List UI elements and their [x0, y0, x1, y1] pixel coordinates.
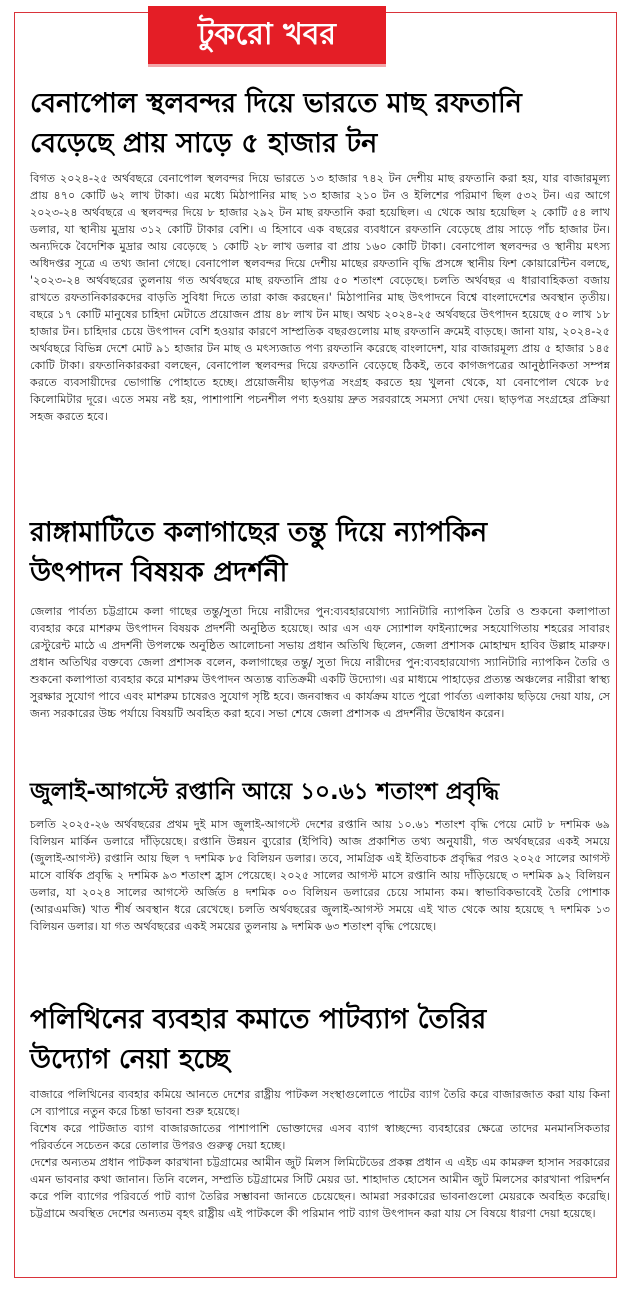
section-banner: টুকরো খবর [148, 6, 386, 67]
article-headline [30, 1000, 610, 1080]
article-paragraph: বাজারে পলিথিনের ব্যবহার কমিয়ে আনতে দেশের রাষ্ট্রীয় পাটকল সংস্থাগুলোতে পাটের ব্যাগ তৈরি করে বাজারজাত করা যায় কিনা সে ব্যাপারে নতুন করে চিন্তা ভাবনা শুরু হয়েছে। [30, 1088, 610, 1118]
article-export-growth [30, 772, 610, 935]
article-body: চলতি ২০২৫-২৬ অর্থবছরের প্রথম দুই মাস জুলাই-আগস্টে দেশের রপ্তানি আয় ১০.৬১ শতাংশ বৃদ্ধি পেয়ে মোট ৮ দশমিক ৬৯ বিলিয়ন মার্কিন ডলারে দাঁড়িয়েছে। রপ্তানি উন্নয়ন ব্যুরোর (ইপিবি) আজ প্রকাশিত তথ্য অনুযায়ী, গত অর্থবছরের একই সময়ে (জুলাই-আগস্ট) রপ্তানি আয় ছিল ৭ দশমিক ৮৫ বিলিয়ন ডলার। তবে, সামগ্রিক এই ইতিবাচক প্রবৃদ্ধির পরও ২০২৫ সালের আগস্ট মাসে বার্ষিক প্রবৃদ্ধি ২ দশমিক ৯৩ শতাংশ হ্রাস পেয়েছে। ২০২৫ সালের আগস্ট মাসে রপ্তানি আয় দাঁড়িয়েছে ৩ দশমিক ৯২ বিলিয়ন ডলার, যা ২০২৪ সালের আগস্টে অর্জিত ৪ দশমিক ০৩ বিলিয়ন ডলারের চেয়ে সামান্য কম। স্বাভাবিকভাবেই তৈরি পোশাক (আরএমজি) খাত শীর্ষ অবস্থান ধরে রেখেছে। চলতি অর্থবছরের জুলাই-আগস্ট সময়ে এই খাত থেকে আয় হয়েছে ৭ দশমিক ১৩ বিলিয়ন ডলার। যা গত অর্থবছরের একই সময়ের তুলনায় ৯ দশমিক ৬৩ শতাংশ বৃদ্ধি পেয়েছে। [30, 818, 610, 933]
article-body: বিগত ২০২৪-২৫ অর্থবছরে বেনাপোল স্থলবন্দর দিয়ে ভারতে ১৩ হাজার ৭৪২ টন দেশীয় মাছ রফতানি করা হয়, যার বাজারমূল্য প্রায় ৪৭০ কোটি ৬২ লাখ টাকা। এর মধ্যে মিঠাপানির মাছ ১৩ হাজার ২১০ টন ও ইলিশের পরিমাণ ছিল ৫৩২ টন। এর আগে ২০২৩-২৪ অর্থবছরে এ স্থলবন্দর দিয়ে ৮ হাজার ২৯২ টন মাছ রফতানি করা হয়েছিল। এ থেকে আয় হয়েছিল ২ কোটি ৫৪ লাখ ডলার, যা স্থানীয় মুদ্রায় ৩১২ কোটি টাকার বেশি। এ হিসাবে এক বছরের ব্যবধানে রফতানি বেড়েছে প্রায় সাড়ে পাঁচ হাজার টন। অন্যদিকে বৈদেশিক মুদ্রার আয় বেড়েছে ১ কোটি ২৮ লাখ ডলার বা প্রায় ১৬০ কোটি টাকা। বেনাপোল স্থলবন্দর ও স্থানীয় মৎস্য অধিদপ্তর সূত্রে এ তথ্য জানা গেছে। বেনাপোল স্থলবন্দর দিয়ে দেশীয় মাছের রফতানি বৃদ্ধি প্রসঙ্গে স্থানীয় ফিশ কোয়ারেন্টিন বলছে, '২০২৩-২৪ অর্থবছরের তুলনায় গত অর্থবছরে মাছ রফতানি প্রায় ৫০ শতাংশ বেড়েছে। চলতি অর্থবছর এ ধারাবাহিকতা বজায় রাখতে রফতানিকারকদের বাড়তি সুবিধা দিতে তারা কাজ করছেন।' মিঠাপানির মাছ উৎপাদনে বিশ্বে বাংলাদেশের অবস্থান তৃতীয়। বছরে ১৭ কোটি মানুষের চাহিদা মেটাতে প্রয়োজন প্রায় ৪৮ লাখ টন মাছ। অথচ ২০২৪-২৫ অর্থবছরে উৎপাদন হয়েছে ৫০ লাখ ১৮ হাজার টন। চাহিদার চেয়ে উৎপাদন বেশি হওয়ার কারণে সাম্প্রতিক বছরগুলোয় মাছ রফতানি ক্রমেই বাড়ছে। জানা যায়, ২০২৪-২৫ অর্থবছরে বিভিন্ন দেশে মোট ৯১ হাজার টন মাছ ও মৎস্যজাত পণ্য রফতানি করেছে বাংলাদেশ, যার বাজারমূল্য প্রায় ৫ হাজার ১৪৫ কোটি টাকা। রফতানিকারকরা বলছেন, বেনাপোল স্থলবন্দর দিয়ে রফতানি বেড়েছে ঠিকই, তবে কাগজপত্রের আনুষ্ঠানিকতা সম্পন্ন করতে ব্যবসায়ীদের ভোগান্তি পোহাতে হচ্ছে। প্রয়োজনীয় ছাড়পত্র সংগ্রহ করতে হয় খুলনা থেকে, যা বেনাপোল থেকে ৮৫ কিলোমিটার দূরে। এতে সময় নষ্ট হয়, পাশাপাশি পচনশীল পণ্য হওয়ায় দ্রুত সরবরাহে সমস্যা দেখা দেয়। ছাড়পত্র সংগ্রহের প্রক্রিয়া সহজ করতে হবে। [30, 172, 610, 423]
headline-line: বেড়েছে প্রায় সাড়ে ৫ হাজার টন [30, 128, 378, 159]
headline-line: উদ্যোগ নেয়া হচ্ছে [30, 1044, 230, 1075]
headline-line: পলিথিনের ব্যবহার কমাতে পাটব্যাগ তৈরির [30, 1004, 487, 1035]
headline-line: বেনাপোল স্থলবন্দর দিয়ে ভারতে মাছ রফতানি [30, 88, 522, 119]
headline-line: উৎপাদন বিষয়ক প্রদর্শনী [30, 557, 288, 588]
headline-line: জুলাই-আগস্টে রপ্তানি আয়ে ১০.৬১ শতাংশ প্রবৃদ্ধি [30, 779, 500, 805]
article-paragraph: বিশেষ করে পাটজাত ব্যাগ বাজারজাতের পাশাপাশি ভোক্তাদের এসব ব্যাগ স্বাচ্ছন্দ্যে ব্যবহারের ক্ষেত্রে তাদের মনমানসিকতার পরিবর্তনে সচেতন করে তোলার উপরও গুরুত্ব দেয়া হচ্ছে। [30, 1122, 610, 1152]
article-jute-bag [30, 1000, 610, 1222]
article-headline [30, 513, 610, 593]
article-headline [30, 84, 610, 164]
article-napkin-exhibition [30, 513, 610, 722]
article-paragraph: দেশের অন্যতম প্রধান পাটকল কারখানা চট্টগ্রামের আমীন জুট মিলস লিমিটেডের প্রকল্প প্রধান এ এইচ এম কামরুল হাসান সরকারের এমন ভাবনার কথা জানান। তিনি বলেন, সম্প্রতি চট্টগ্রামের সিটি মেয়র ডা. শাহাদাত হোসেন আমীন জুট মিলসের কারখানা পরিদর্শন করে পলি ব্যাগের পরিবর্তে পাট ব্যাগ তৈরির সম্ভাবনা জানতে চেয়েছেন। আমরা সরকারের ভাবনাগুলো মেয়রকে অবহিত করেছি। চট্টগ্রামে অবস্থিত দেশের অন্যতম বৃহৎ রাষ্ট্রীয় এই পাটকলে কী পরিমান পাট ব্যাগ উৎপাদন করা যায় সে বিষয়ে ধারণা দেয়া হয়েছে। [30, 1156, 610, 1220]
headline-line: রাঙ্গামাটিতে কলাগাছের তন্তু দিয়ে ন্যাপকিন [30, 517, 488, 548]
article-fish-export [30, 84, 610, 425]
article-headline [30, 772, 610, 812]
article-body: জেলার পার্বত্য চট্টগ্রামে কলা গাছের তন্তু/সুতা দিয়ে নারীদের পুন:ব্যবহারযোগ্য স্যানিটারি ন্যাপকিন তৈরি ও শুকনো কলাপাতা ব্যবহার করে মাশরুম উৎপাদন বিষয়ক প্রদর্শনী অনুষ্ঠিত হয়েছে। আর এস এফ স্যোশাল ফাইন্যান্সের সহযোগিতায় শহরের সাবারং রেস্টুরেন্ট মাঠে এ প্রদর্শনী উপলক্ষে অনুষ্ঠিত আলোচনা সভায় প্রধান অতিথি ছিলেন, জেলা প্রশাসক মোহাম্মদ হাবিব উল্লাহ মারুফ। প্রধান অতিথির বক্তব্যে জেলা প্রশাসক বলেন, কলাগাছের তন্তু/ সুতা দিয়ে নারীদের পুন:ব্যবহারযোগ্য স্যানিটারি ন্যাপকিন তৈরি ও শুকনো কলাপাতা ব্যবহার করে মাশরুম উৎপাদন অত্যন্ত ব্যতিক্রমী একটি উদ্যোগ। এর মাধ্যমে পাহাড়ের প্রত্যন্ত অঞ্চলের নারীরা স্বাস্থ্য সুরক্ষার সুযোগ পাবে এবং মাশরুম চাষেরও সুযোগ সৃষ্টি হবে। জনবান্ধব এ কার্যক্রম যাতে পুরো পার্বত্য এলাকায় ছড়িয়ে দেয়া যায়, সে জন্য সরকারের উচ্চ পর্যায়ে বিষয়টি অবহিত করা হবে। সভা শেষে জেলা প্রশাসক এ প্রদর্শনীর উদ্বোধন করেন। [30, 605, 610, 720]
